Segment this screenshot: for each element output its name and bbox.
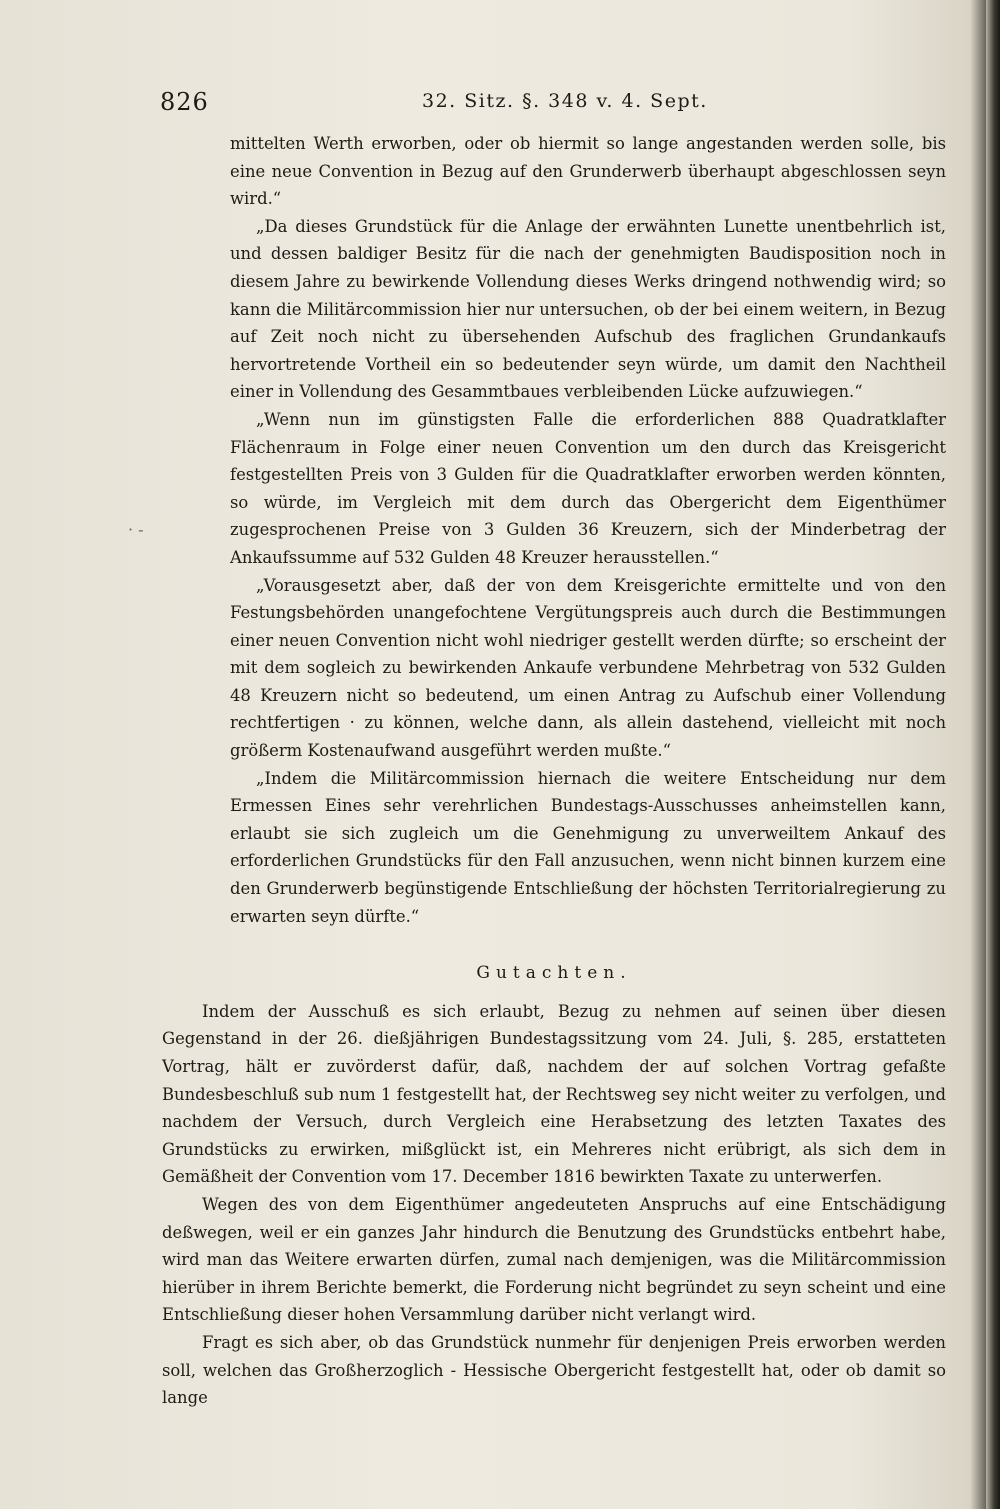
gutachten-paragraph-2: Wegen des von dem Eigenthümer angedeuteten Anspruchs auf eine Entschädigung deßwegen, weil er ein ganzes Jahr hindurch die Benutzung des Grundstücks entbehrt habe, wird man das Weitere erwarten dürfen, zumal nach demjenigen, was die Militärcommission hierüber in ihrem Berichte bemerkt, die Forderung nicht begründet zu seyn scheint und eine Entschließung dieser hohen Versammlung darüber nicht verlangt wird. — [162, 1194, 946, 1325]
page-header — [160, 88, 950, 124]
gutachten-section — [162, 998, 946, 1412]
margin-mark: · - — [128, 520, 144, 539]
paragraph-price-comparison: „Wenn nun im günstigsten Falle die erforderlichen 888 Quadratklafter Flächenraum in Folge einer neuen Convention um den durch das Kreisgericht festgestellten Preis von 3 Gulden für die Quadratklafter erworben werden könnten, so würde, im Vergleich mit dem durch das Obergericht dem Eigenthümer zugesprochenen Preise von 3 Gulden 36 Kreuzern, sich der Minderbetrag der Ankaufssumme auf 532 Gulden 48 Kreuzer herausstellen.“ — [230, 409, 946, 567]
page-body — [162, 130, 946, 1412]
quoted-report — [162, 130, 946, 930]
paragraph-continuation: mittelten Werth erworben, oder ob hiermit so lange angestanden werden solle, bis eine neue Convention in Bezug auf den Grunderwerb überhaupt abgeschlossen seyn wird.“ — [230, 134, 946, 209]
running-head: 32. Sitz. §. 348 v. 4. Sept. — [422, 90, 708, 112]
section-heading-gutachten: Gutachten. — [476, 963, 632, 984]
paragraph-additional-cost: „Vorausgesetzt aber, daß der von dem Kreisgerichte ermittelte und von den Festungsbehörden unangefochtene Vergütungspreis auch durch die Bestimmungen einer neuen Convention nicht wohl niedriger gestellt werden dürfte; so erscheint der mit dem sogleich zu bewirkenden Ankaufe verbundene Mehrbetrag von 532 Gulden 48 Kreuzern nicht so bedeutend, um einen Antrag zu Aufschub einer Vollendung rechtfertigen · zu können, welche dann, als allein dastehend, vielleicht mit noch größerm Kostenaufwand ausgeführt werden mußte.“ — [230, 575, 946, 761]
gutachten-paragraph-3: Fragt es sich aber, ob das Grundstück nunmehr für denjenigen Preis erworben werden soll, welchen das Großherzoglich - Hessische Obergericht festgestellt hat, oder ob damit so lange — [162, 1332, 946, 1408]
page-number: 826 — [160, 88, 209, 116]
book-spine-shadow — [986, 0, 1000, 1509]
gutachten-paragraph-1: Indem der Ausschuß es sich erlaubt, Bezug zu nehmen auf seinen über diesen Gegenstand in der 26. dießjährigen Bundestagssitzung vom 24. Juli, §. 285, erstatteten Vortrag, hält er zuvörderst dafür, daß, nachdem der auf solchen Vortrag gefaßte Bundesbeschluß sub num 1 festgestellt hat, der Rechtsweg sey nicht weiter zu verfolgen, und nachdem der Versuch, durch Vergleich eine Herabsetzung des letzten Taxates des Grundstücks zu erwirken, mißglückt ist, ein Mehreres nicht erübrigt, als sich dem in Gemäßheit der Convention vom 17. December 1816 bewirkten Taxate zu unterwerfen. — [162, 1001, 946, 1187]
paragraph-request: „Indem die Militärcommission hiernach die weitere Entscheidung nur dem Ermessen Eines sehr verehrlichen Bundestags-Ausschusses anheimstellen kann, erlaubt sie sich zugleich um die Genehmigung zu unverweiltem Ankauf des erforderlichen Grundstücks für den Fall anzusuchen, wenn nicht binnen kurzem eine den Grunderwerb begünstigende Entschließung der höchsten Territorialregierung zu erwarten seyn dürfte.“ — [230, 768, 946, 926]
paragraph-lunette: „Da dieses Grundstück für die Anlage der erwähnten Lunette unentbehrlich ist, und dessen baldiger Besitz für die nach der genehmigten Baudisposition noch in diesem Jahre zu bewirkende Vollendung dieses Werks dringend nothwendig wird; so kann die Militärcommission hier nur untersuchen, ob der bei einem weitern, in Bezug auf Zeit noch nicht zu übersehenden Aufschub des fraglichen Grundankaufs hervortretende Vortheil ein so bedeutender seyn würde, um damit den Nachtheil einer in Vollendung des Gesammtbaues verbleibenden Lücke aufzuwiegen.“ — [230, 216, 946, 402]
